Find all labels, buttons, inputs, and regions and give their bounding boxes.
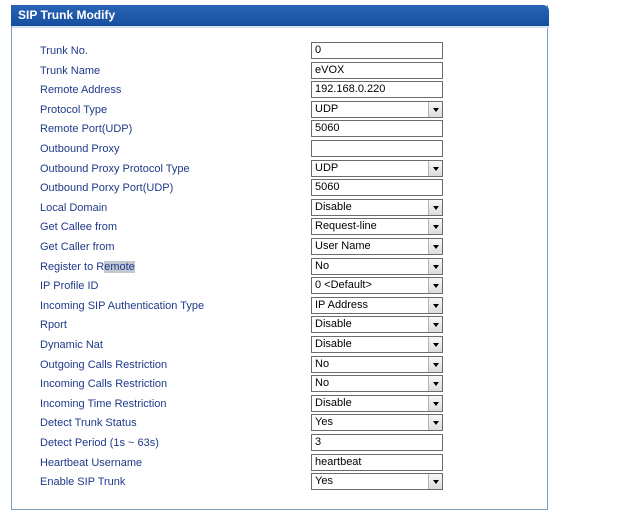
get-callee-from-value: Request-line <box>315 220 377 233</box>
local-domain-value: Disable <box>315 200 352 213</box>
label-ip-profile-id: IP Profile ID <box>40 280 99 293</box>
label-detect-trunk-status: Detect Trunk Status <box>40 417 137 430</box>
row-incoming-calls-restriction <box>0 375 620 395</box>
label-dynamic-nat: Dynamic Nat <box>40 339 103 351</box>
row-heartbeat-username <box>0 454 620 474</box>
row-outgoing-calls-restriction <box>0 356 620 376</box>
chevron-down-icon[interactable] <box>428 337 442 352</box>
label-incoming-time-restriction: Incoming Time Restriction <box>40 397 167 410</box>
get-caller-from-select[interactable] <box>311 238 443 255</box>
outbound-proxy-input[interactable] <box>311 140 443 157</box>
panel-title: SIP Trunk Modify <box>18 8 116 22</box>
row-remote-address <box>0 81 620 101</box>
incoming-sip-auth-type-select[interactable] <box>311 297 443 314</box>
label-get-callee-from: Get Callee from <box>40 221 118 234</box>
register-to-remote-value: No <box>315 259 330 272</box>
label-protocol-type: Protocol Type <box>40 103 108 116</box>
register-to-remote-select[interactable] <box>311 258 443 275</box>
outgoing-calls-restriction-value: No <box>315 357 330 370</box>
label-local-domain: Local Domain <box>40 201 108 214</box>
label-rport: Rport <box>40 319 67 332</box>
detect-period-input[interactable]: 3 <box>311 434 443 451</box>
row-trunk-name <box>0 62 620 82</box>
row-outbound-proxy <box>0 140 620 160</box>
panel-header <box>11 5 549 26</box>
row-incoming-time-restriction <box>0 395 620 415</box>
chevron-down-icon[interactable] <box>428 102 442 117</box>
row-remote-port <box>0 120 620 140</box>
get-caller-from-value: User Name <box>315 240 371 252</box>
label-incoming-sip-auth-type: Incoming SIP Authentication Type <box>40 299 205 312</box>
outgoing-calls-restriction-select[interactable] <box>311 356 443 373</box>
incoming-calls-restriction-value: No <box>315 377 330 390</box>
chevron-down-icon[interactable] <box>428 278 442 293</box>
rport-value: Disable <box>315 318 352 331</box>
ip-profile-id-value: 0 <Default> <box>315 279 372 292</box>
chevron-down-icon[interactable] <box>428 317 442 332</box>
row-trunk-no <box>0 42 620 62</box>
trunk-name-input[interactable]: eVOX <box>311 62 443 79</box>
label-trunk-no: Trunk No. <box>40 45 88 57</box>
label-heartbeat-username: Heartbeat Username <box>40 456 143 469</box>
incoming-time-restriction-select[interactable] <box>311 395 443 412</box>
row-outbound-proxy-protocol <box>0 160 620 180</box>
heartbeat-username-input[interactable]: heartbeat <box>311 454 443 471</box>
row-get-callee-from <box>0 218 620 238</box>
incoming-sip-auth-type-value: IP Address <box>315 298 368 311</box>
label-get-caller-from: Get Caller from <box>40 241 115 253</box>
protocol-type-value: UDP <box>315 102 339 115</box>
local-domain-select[interactable] <box>311 199 443 216</box>
row-incoming-sip-auth-type <box>0 297 620 317</box>
row-protocol-type <box>0 101 620 121</box>
protocol-type-select[interactable] <box>311 101 443 118</box>
label-enable-sip-trunk: Enable SIP Trunk <box>40 476 126 489</box>
outbound-proxy-protocol-select[interactable] <box>311 160 443 177</box>
outbound-proxy-protocol-value: UDP <box>315 161 339 174</box>
trunk-no-input[interactable]: 0 <box>311 42 443 59</box>
label-remote-port: Remote Port(UDP) <box>40 123 133 136</box>
row-detect-period <box>0 434 620 454</box>
chevron-down-icon[interactable] <box>428 415 442 430</box>
row-dynamic-nat <box>0 336 620 356</box>
label-register-to-remote-highlight: emote <box>104 260 135 273</box>
detect-trunk-status-value: Yes <box>315 416 333 429</box>
enable-sip-trunk-select[interactable] <box>311 473 443 490</box>
label-outbound-proxy: Outbound Proxy <box>40 143 120 155</box>
label-register-to-remote-text: Register to R <box>40 260 105 273</box>
chevron-down-icon[interactable] <box>428 376 442 391</box>
chevron-down-icon[interactable] <box>428 396 442 411</box>
dynamic-nat-select[interactable] <box>311 336 443 353</box>
get-callee-from-select[interactable] <box>311 218 443 235</box>
panel-header-divider <box>12 26 549 28</box>
label-register-to-remote <box>40 260 135 274</box>
outbound-proxy-port-input[interactable]: 5060 <box>311 179 443 196</box>
label-remote-address: Remote Address <box>40 84 122 97</box>
label-outbound-proxy-port: Outbound Porxy Port(UDP) <box>40 182 174 195</box>
chevron-down-icon[interactable] <box>428 298 442 313</box>
remote-port-input[interactable]: 5060 <box>311 120 443 137</box>
ip-profile-id-select[interactable] <box>311 277 443 294</box>
row-get-caller-from <box>0 238 620 258</box>
row-local-domain <box>0 199 620 219</box>
detect-trunk-status-select[interactable] <box>311 414 443 431</box>
row-rport <box>0 316 620 336</box>
label-incoming-calls-restriction: Incoming Calls Restriction <box>40 378 168 391</box>
dynamic-nat-value: Disable <box>315 338 352 350</box>
chevron-down-icon[interactable] <box>428 239 442 254</box>
incoming-calls-restriction-select[interactable] <box>311 375 443 392</box>
enable-sip-trunk-value: Yes <box>315 475 333 488</box>
remote-address-input[interactable]: 192.168.0.220 <box>311 81 443 98</box>
row-outbound-proxy-port <box>0 179 620 199</box>
chevron-down-icon[interactable] <box>428 357 442 372</box>
row-register-to-remote <box>0 258 620 278</box>
label-trunk-name: Trunk Name <box>40 64 101 77</box>
row-ip-profile-id <box>0 277 620 297</box>
chevron-down-icon[interactable] <box>428 161 442 176</box>
incoming-time-restriction-value: Disable <box>315 396 352 409</box>
label-outgoing-calls-restriction: Outgoing Calls Restriction <box>40 358 168 371</box>
rport-select[interactable] <box>311 316 443 333</box>
chevron-down-icon[interactable] <box>428 259 442 274</box>
chevron-down-icon[interactable] <box>428 200 442 215</box>
row-enable-sip-trunk <box>0 473 620 493</box>
label-detect-period: Detect Period (1s ~ 63s) <box>40 437 159 449</box>
chevron-down-icon[interactable] <box>428 219 442 234</box>
chevron-down-icon[interactable] <box>428 474 442 489</box>
label-outbound-proxy-protocol: Outbound Proxy Protocol Type <box>40 162 190 175</box>
row-detect-trunk-status <box>0 414 620 434</box>
